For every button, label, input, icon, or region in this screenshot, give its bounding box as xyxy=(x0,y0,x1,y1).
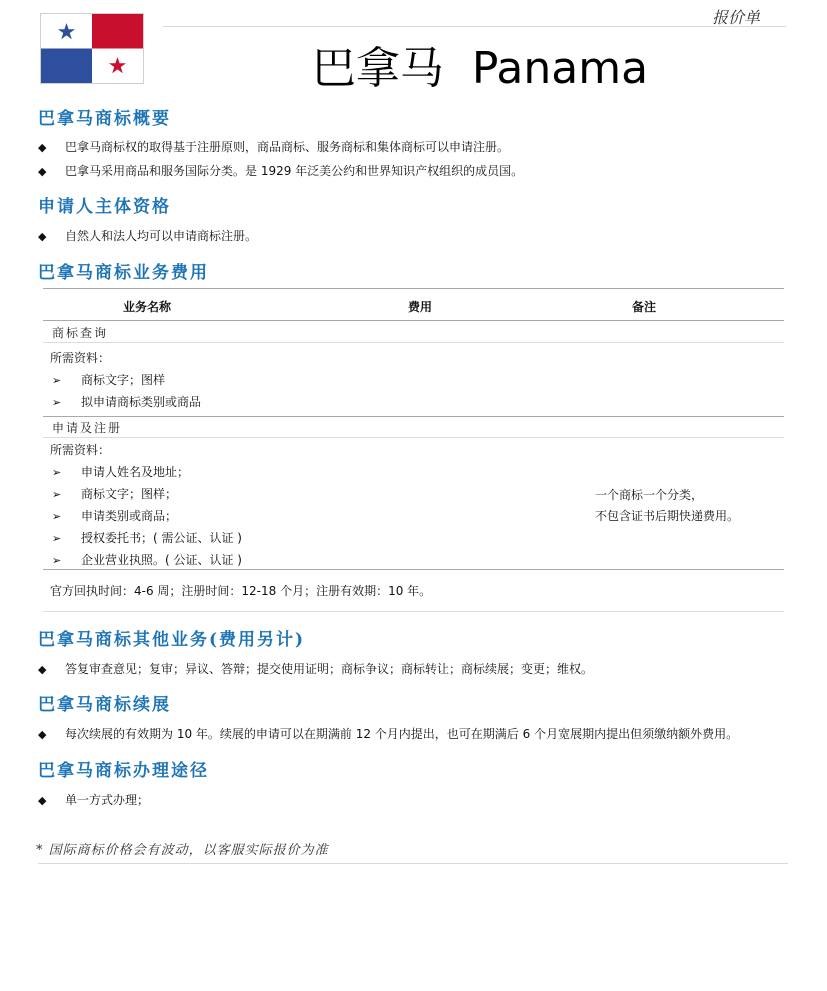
list-item: ◆ 每次续展的有效期为 10 年。续展的申请可以在期满前 12 个月内提出，也可在期满后 6 个月宽展期内提出但须缴纳额外费用。 xyxy=(38,727,739,741)
arrow-icon: ➢ xyxy=(52,396,62,409)
section-title-fees: 巴拿马商标业务费用 xyxy=(38,263,209,283)
section-title-eligibility: 申请人主体资格 xyxy=(38,197,171,217)
arrow-icon: ➢ xyxy=(52,488,62,501)
materials-label: 所需资料： xyxy=(50,351,111,365)
arrow-icon: ➢ xyxy=(52,510,62,523)
table-group-label-registration: 申请及注册 xyxy=(52,421,123,435)
table-row: ➢ 商标文字；图样 xyxy=(52,373,166,387)
list-item: ◆ 答复审查意见；复审；异议、答辩；提交使用证明；商标争议；商标转让；商标续展；变更；维权。 xyxy=(38,662,594,676)
table-row: ➢ 企业营业执照。( 公证、认证 ) xyxy=(52,553,242,567)
list-item: ◆ 自然人和法人均可以申请商标注册。 xyxy=(38,229,258,243)
arrow-icon: ➢ xyxy=(52,374,62,387)
list-item: ◆ 巴拿马采用商品和服务国际分类。是 1929 年泛美公约和世界知识产权组织的成员国。 xyxy=(38,164,524,178)
table-row-divider xyxy=(43,416,784,417)
table-header-service: 业务名称 xyxy=(123,300,172,314)
table-header-border xyxy=(43,320,784,321)
bullet-icon: ◆ xyxy=(38,663,47,676)
table-top-border xyxy=(43,288,784,289)
table-header-fee: 费用 xyxy=(408,300,433,314)
section-title-renewal: 巴拿马商标续展 xyxy=(38,695,171,715)
table-row: ➢ 授权委托书；( 需公证、认证 ) xyxy=(52,531,242,545)
table-footer-timeline: 官方回执时间：4-6 周；注册时间：12-18 个月；注册有效期：10 年。 xyxy=(50,584,432,598)
list-item: ◆ 巴拿马商标权的取得基于注册原则，商品商标、服务商标和集体商标可以申请注册。 xyxy=(38,140,510,154)
section-title-other-services: 巴拿马商标其他业务(费用另计) xyxy=(38,630,306,650)
bullet-icon: ◆ xyxy=(38,230,47,243)
footnote-divider xyxy=(38,863,788,864)
table-group-label-search: 商标查询 xyxy=(52,326,109,340)
table-note: 不包含证书后期快递费用。 xyxy=(595,509,740,523)
bullet-icon: ◆ xyxy=(38,728,47,741)
table-row: ➢ 申请类别或商品； xyxy=(52,509,178,523)
bullet-icon: ◆ xyxy=(38,141,47,154)
table-row-divider xyxy=(43,342,784,343)
price-disclaimer: * 国际商标价格会有波动，以客服实际报价为准 xyxy=(36,843,329,858)
table-row-divider xyxy=(43,569,784,570)
table-note: 一个商标一个分类， xyxy=(595,488,704,502)
table-row: ➢ 拟申请商标类别或商品 xyxy=(52,395,202,409)
document-type-label: 报价单 xyxy=(711,8,760,27)
table-row: ➢ 商标文字；图样； xyxy=(52,487,178,501)
list-item: ◆ 单一方式办理； xyxy=(38,793,150,807)
section-title-overview: 巴拿马商标概要 xyxy=(38,109,171,129)
bullet-icon: ◆ xyxy=(38,794,47,807)
table-header-notes: 备注 xyxy=(632,300,657,314)
panama-flag-image xyxy=(40,13,144,84)
arrow-icon: ➢ xyxy=(52,554,62,567)
arrow-icon: ➢ xyxy=(52,466,62,479)
table-row-divider xyxy=(43,437,784,438)
arrow-icon: ➢ xyxy=(52,532,62,545)
table-bottom-border xyxy=(43,611,784,612)
materials-label: 所需资料： xyxy=(50,443,111,457)
table-row: ➢ 申请人姓名及地址； xyxy=(52,465,190,479)
section-title-channel: 巴拿马商标办理途径 xyxy=(38,761,209,781)
page-title: 巴拿马 Panama xyxy=(311,43,649,94)
bullet-icon: ◆ xyxy=(38,165,47,178)
